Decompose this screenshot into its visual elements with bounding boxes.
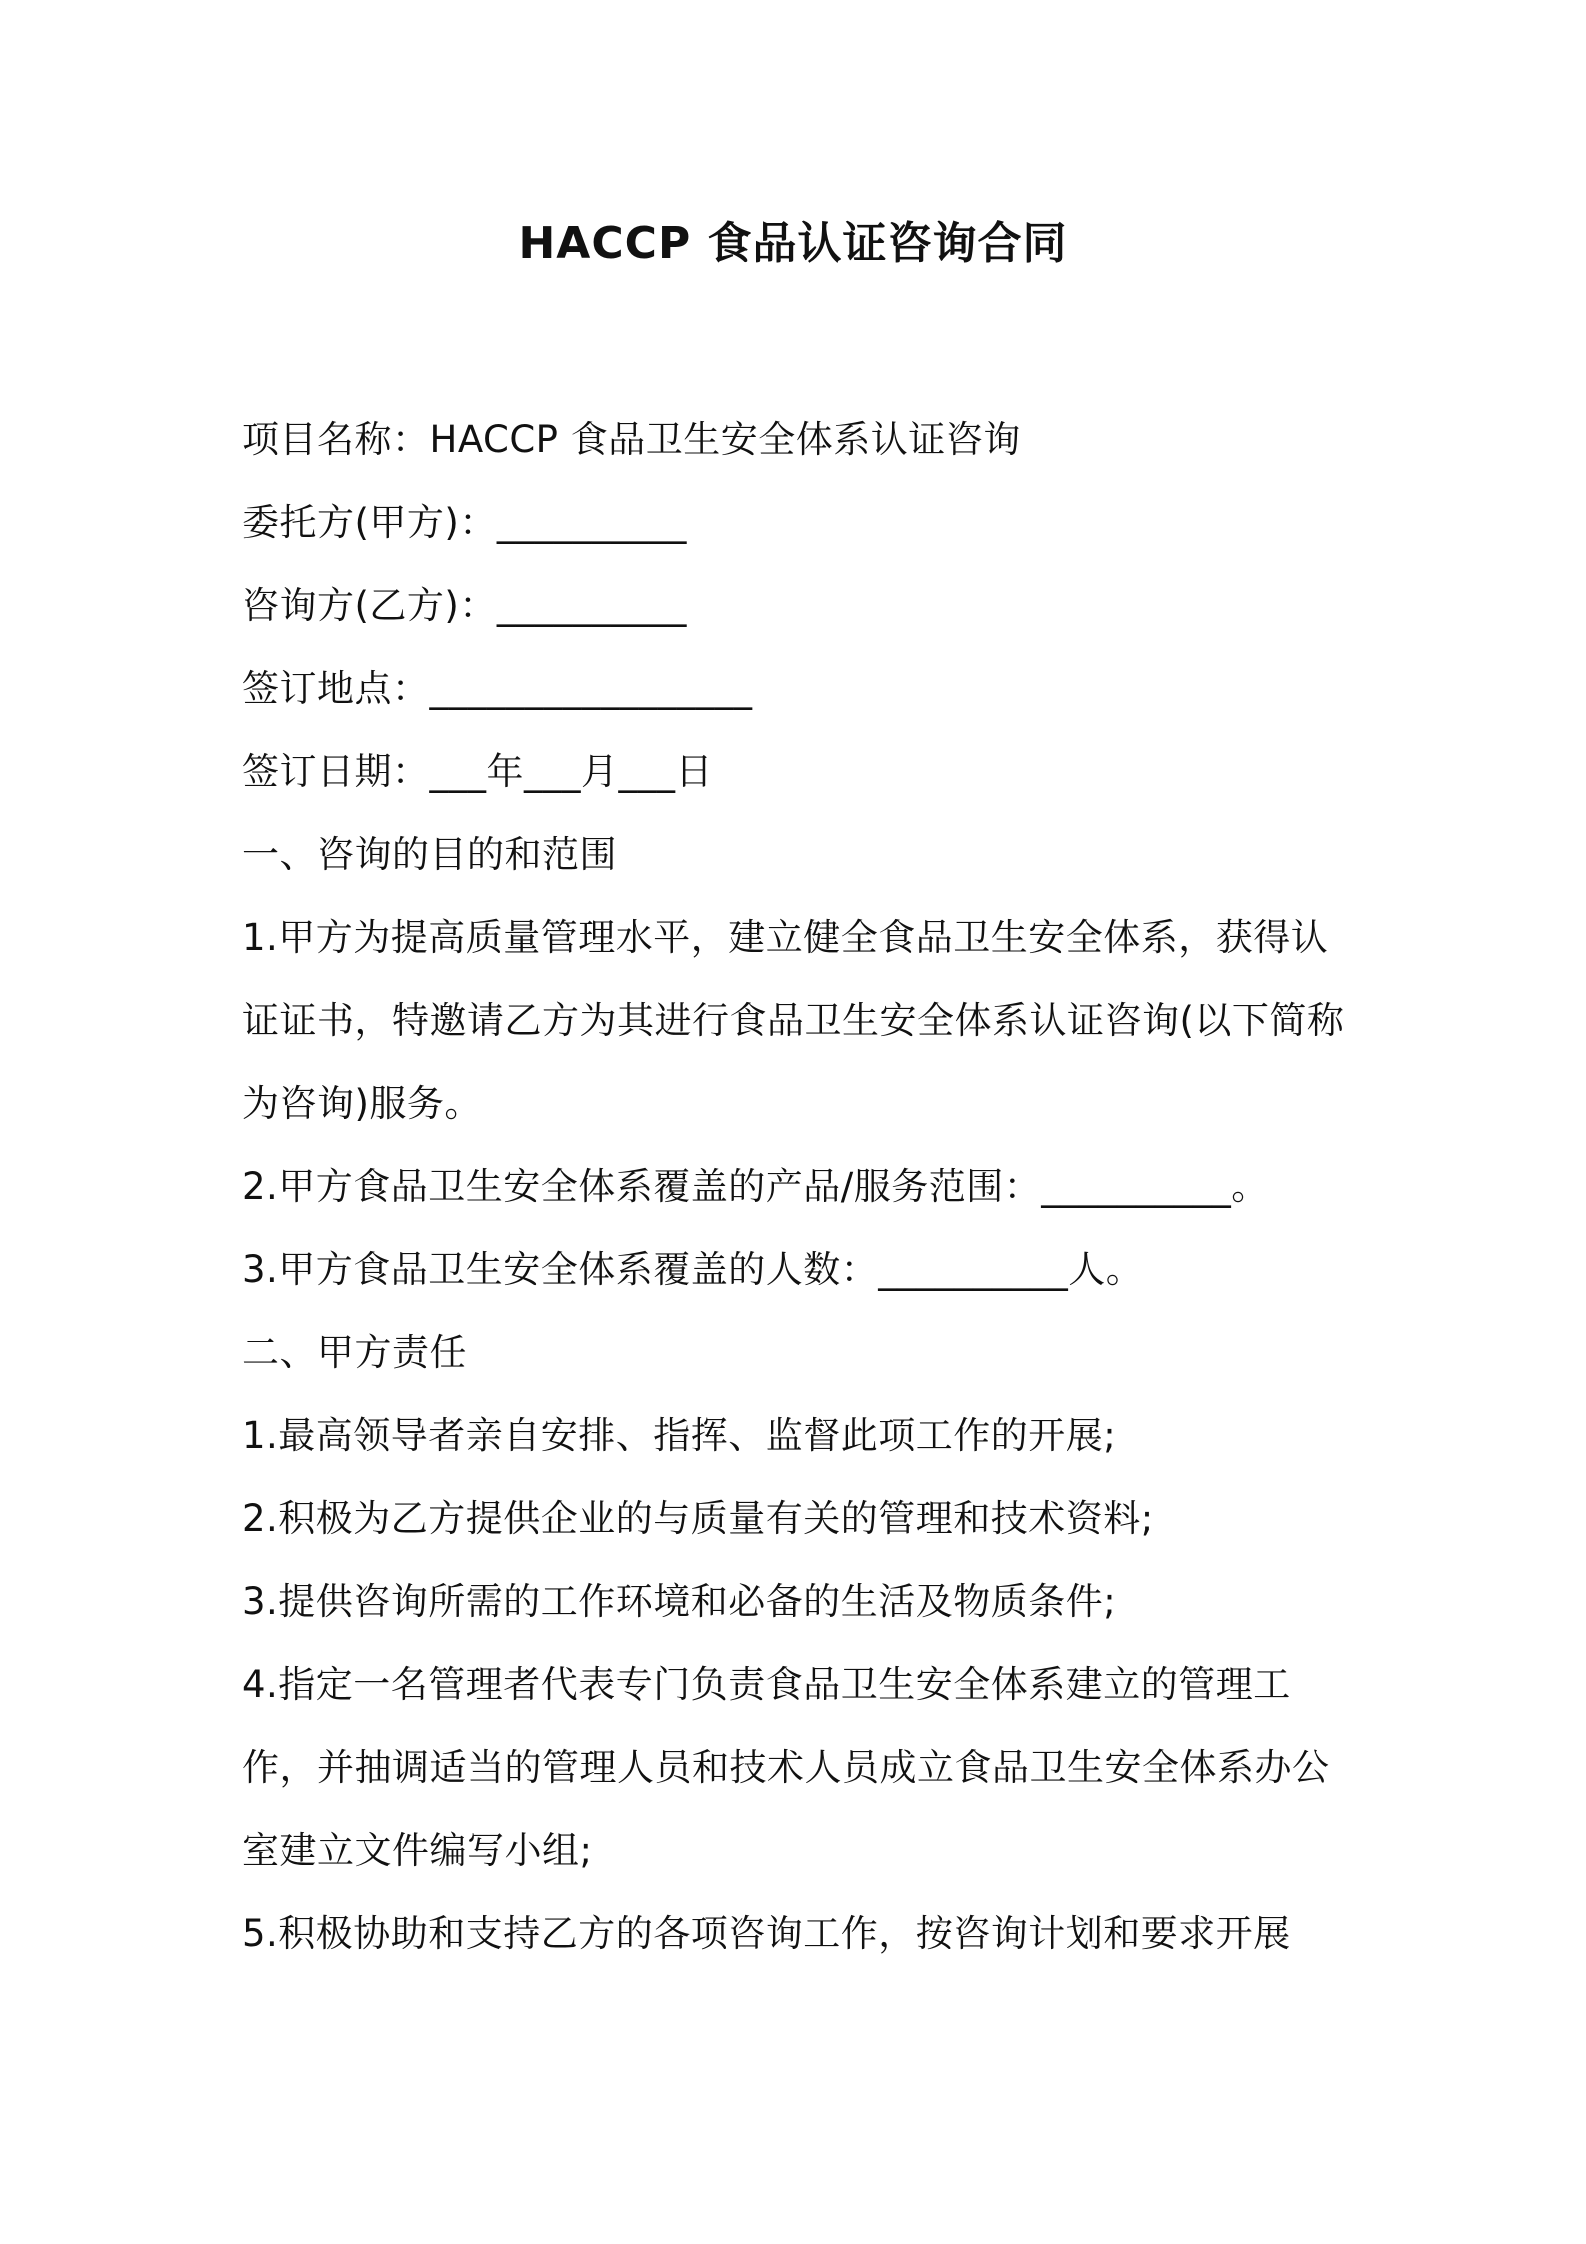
clause-paragraph: 3.提供咨询所需的工作环境和必备的生活及物质条件; — [242, 1580, 1117, 1623]
document-title: HACCP 食品认证咨询合同 — [518, 218, 1068, 269]
clause-paragraph: 3.甲方食品卫生安全体系覆盖的人数：__________人。 — [242, 1248, 1144, 1291]
clause-paragraph: 2.甲方食品卫生安全体系覆盖的产品/服务范围：__________。 — [242, 1165, 1269, 1208]
signing-place-line: 签订地点：_________________ — [242, 667, 753, 710]
clause-paragraph: 5.积极协助和支持乙方的各项咨询工作，按咨询计划和要求开展 — [242, 1912, 1291, 1955]
client-party-line: 委托方(甲方)：__________ — [242, 501, 687, 544]
consultant-party-line: 咨询方(乙方)：__________ — [242, 584, 687, 627]
clause-paragraph: 1.甲方为提高质量管理水平，建立健全食品卫生安全体系，获得认证证书，特邀请乙方为其进行食品卫生安全体系认证咨询(以下简称为咨询)服务。 — [242, 916, 1345, 1125]
section-heading: 一、咨询的目的和范围 — [242, 833, 617, 876]
clause-paragraph: 4.指定一名管理者代表专门负责食品卫生安全体系建立的管理工作，并抽调适当的管理人员和技术人员成立食品卫生安全体系办公室建立文件编写小组; — [242, 1663, 1330, 1872]
signing-date-line: 签订日期：___年___月___日 — [242, 750, 713, 793]
section-heading: 二、甲方责任 — [242, 1331, 467, 1374]
document-body — [242, 398, 1352, 1975]
clause-paragraph: 1.最高领导者亲自安排、指挥、监督此项工作的开展; — [242, 1414, 1117, 1457]
project-name-line: 项目名称：HACCP 食品卫生安全体系认证咨询 — [242, 418, 1021, 461]
clause-paragraph: 2.积极为乙方提供企业的与质量有关的管理和技术资料; — [242, 1497, 1154, 1540]
